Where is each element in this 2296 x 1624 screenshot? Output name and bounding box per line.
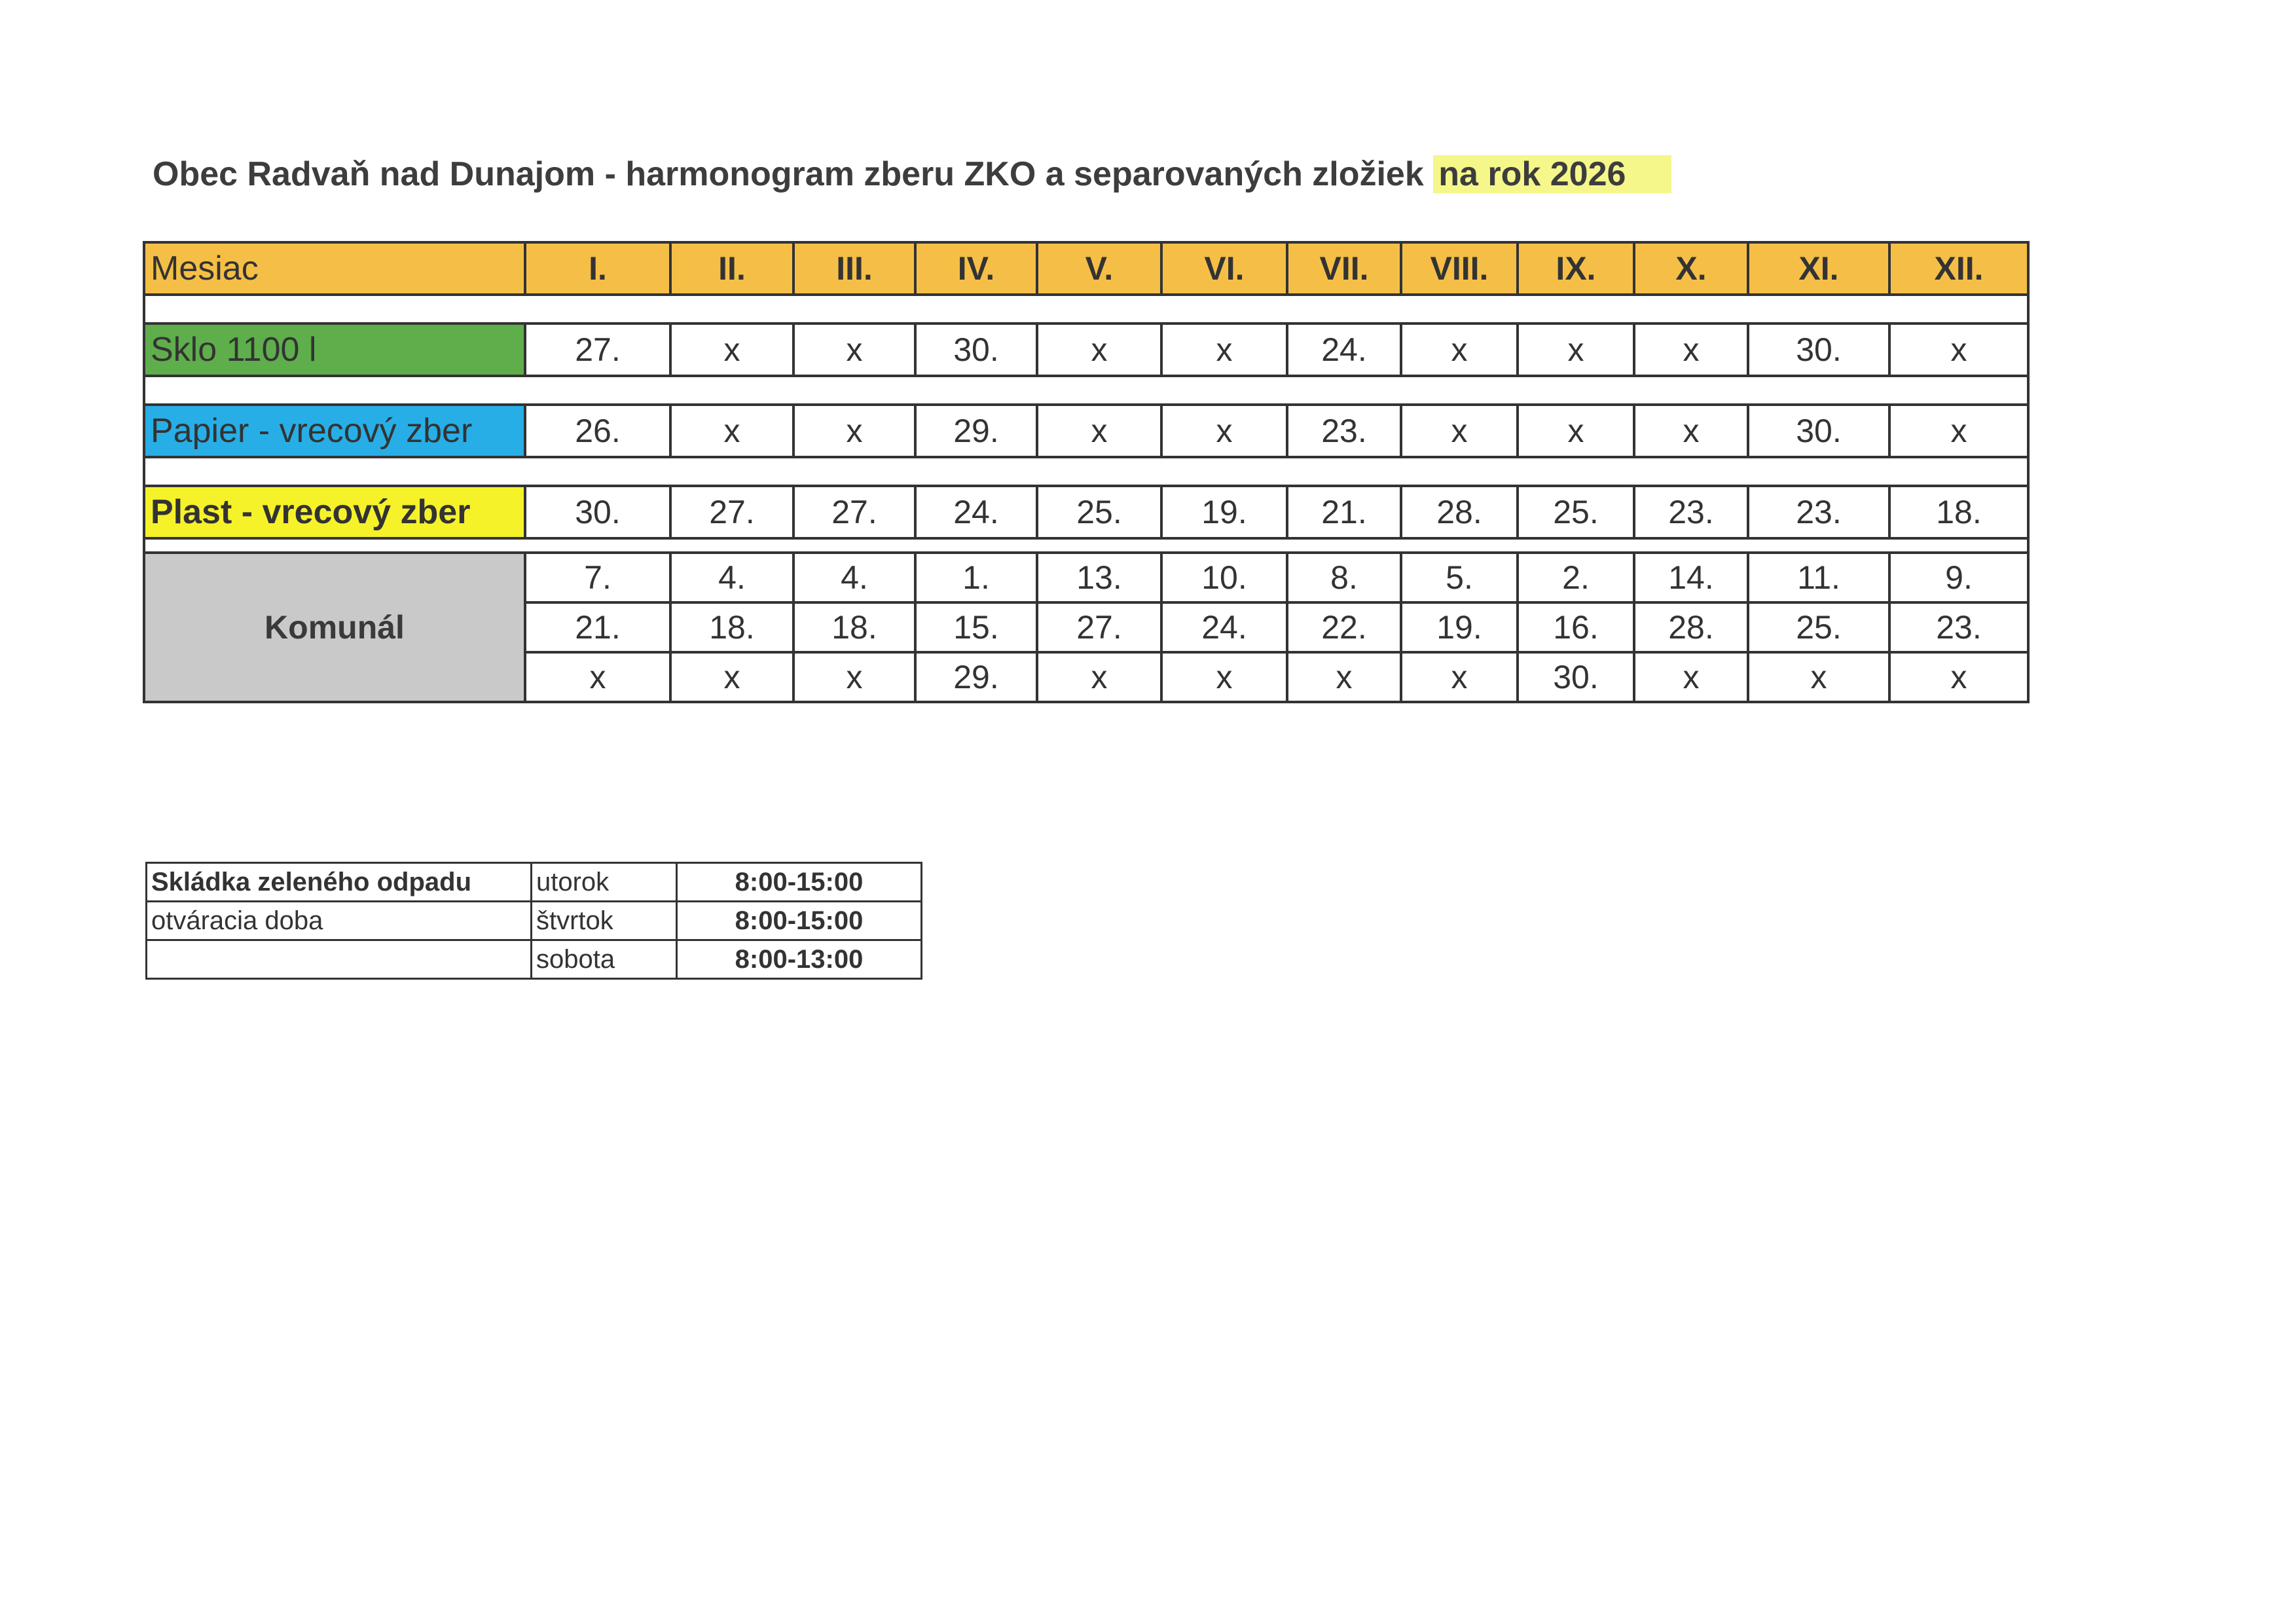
- date-cell: 10.: [1161, 553, 1287, 602]
- date-cell: 28.: [1401, 486, 1518, 538]
- date-cell: x: [1889, 405, 2028, 457]
- title-main: Obec Radvaň nad Dunajom - harmonogram zberu ZKO a separovaných zložiek: [153, 155, 1434, 193]
- date-cell: x: [1037, 323, 1161, 376]
- month-cell: III.: [793, 242, 915, 295]
- month-cell: X.: [1634, 242, 1748, 295]
- date-cell: 7.: [525, 553, 670, 602]
- date-cell: x: [1161, 652, 1287, 702]
- date-cell: 27.: [670, 486, 793, 538]
- date-cell: x: [1889, 323, 2028, 376]
- date-cell: 18.: [1889, 486, 2028, 538]
- date-cell: 2.: [1518, 553, 1634, 602]
- hours-row: [147, 863, 922, 902]
- papier-label: Papier - vrecový zber: [144, 405, 525, 457]
- date-cell: 29.: [915, 652, 1037, 702]
- month-cell: I.: [525, 242, 670, 295]
- date-cell: 28.: [1634, 602, 1748, 652]
- separator-row: [144, 295, 2028, 323]
- date-cell: x: [1401, 323, 1518, 376]
- date-cell: 21.: [1287, 486, 1401, 538]
- header-label: Mesiac: [144, 242, 525, 295]
- date-cell: 21.: [525, 602, 670, 652]
- date-cell: 1.: [915, 553, 1037, 602]
- month-cell: V.: [1037, 242, 1161, 295]
- date-cell: 25.: [1037, 486, 1161, 538]
- date-cell: 30.: [915, 323, 1037, 376]
- date-cell: 23.: [1287, 405, 1401, 457]
- hours-row: [147, 902, 922, 940]
- date-cell: x: [670, 323, 793, 376]
- date-cell: 9.: [1889, 553, 2028, 602]
- hours-time: 8:00-13:00: [677, 940, 922, 979]
- hours-label: Skládka zeleného odpadu: [147, 863, 532, 902]
- hours-row: [147, 940, 922, 979]
- plast-row: [144, 486, 2028, 538]
- title-highlight: na rok 2026: [1433, 155, 1671, 193]
- date-cell: x: [1161, 405, 1287, 457]
- plast-label: Plast - vrecový zber: [144, 486, 525, 538]
- date-cell: x: [793, 652, 915, 702]
- date-cell: 30.: [1748, 405, 1889, 457]
- date-cell: x: [793, 405, 915, 457]
- hours-time: 8:00-15:00: [677, 902, 922, 940]
- month-cell: II.: [670, 242, 793, 295]
- month-cell: VI.: [1161, 242, 1287, 295]
- date-cell: 24.: [1287, 323, 1401, 376]
- date-cell: x: [1161, 323, 1287, 376]
- date-cell: 11.: [1748, 553, 1889, 602]
- papier-row: [144, 405, 2028, 457]
- month-cell: IX.: [1518, 242, 1634, 295]
- date-cell: x: [670, 652, 793, 702]
- date-cell: x: [1889, 652, 2028, 702]
- date-cell: 16.: [1518, 602, 1634, 652]
- date-cell: 13.: [1037, 553, 1161, 602]
- date-cell: x: [1634, 323, 1748, 376]
- date-cell: 14.: [1634, 553, 1748, 602]
- month-cell: XI.: [1748, 242, 1889, 295]
- date-cell: x: [1037, 652, 1161, 702]
- separator-row: [144, 538, 2028, 553]
- date-cell: x: [670, 405, 793, 457]
- date-cell: 8.: [1287, 553, 1401, 602]
- date-cell: x: [1401, 652, 1518, 702]
- date-cell: 23.: [1748, 486, 1889, 538]
- date-cell: 26.: [525, 405, 670, 457]
- date-cell: 24.: [915, 486, 1037, 538]
- komunal-row: [144, 553, 2028, 602]
- date-cell: x: [1518, 323, 1634, 376]
- date-cell: 25.: [1518, 486, 1634, 538]
- month-cell: IV.: [915, 242, 1037, 295]
- date-cell: x: [1634, 652, 1748, 702]
- date-cell: 4.: [670, 553, 793, 602]
- hours-time: 8:00-15:00: [677, 863, 922, 902]
- month-cell: XII.: [1889, 242, 2028, 295]
- date-cell: x: [1748, 652, 1889, 702]
- month-cell: VIII.: [1401, 242, 1518, 295]
- hours-day: sobota: [532, 940, 677, 979]
- month-header-row: [144, 242, 2028, 295]
- date-cell: x: [525, 652, 670, 702]
- date-cell: 24.: [1161, 602, 1287, 652]
- date-cell: x: [1037, 405, 1161, 457]
- collection-schedule-table: [143, 241, 2030, 703]
- date-cell: 4.: [793, 553, 915, 602]
- separator-row: [144, 457, 2028, 486]
- opening-hours-table: [145, 862, 922, 980]
- date-cell: 19.: [1401, 602, 1518, 652]
- date-cell: 27.: [1037, 602, 1161, 652]
- date-cell: 18.: [793, 602, 915, 652]
- separator-row: [144, 376, 2028, 405]
- sklo-row: [144, 323, 2028, 376]
- date-cell: 23.: [1889, 602, 2028, 652]
- hours-day: utorok: [532, 863, 677, 902]
- date-cell: 19.: [1161, 486, 1287, 538]
- date-cell: 22.: [1287, 602, 1401, 652]
- date-cell: 18.: [670, 602, 793, 652]
- page-title: [153, 155, 1671, 194]
- date-cell: x: [793, 323, 915, 376]
- hours-label: [147, 940, 532, 979]
- date-cell: 30.: [1748, 323, 1889, 376]
- sklo-label: Sklo 1100 l: [144, 323, 525, 376]
- date-cell: x: [1518, 405, 1634, 457]
- date-cell: x: [1401, 405, 1518, 457]
- date-cell: x: [1287, 652, 1401, 702]
- date-cell: 30.: [525, 486, 670, 538]
- date-cell: 5.: [1401, 553, 1518, 602]
- hours-label: otváracia doba: [147, 902, 532, 940]
- date-cell: 27.: [525, 323, 670, 376]
- date-cell: 25.: [1748, 602, 1889, 652]
- date-cell: 27.: [793, 486, 915, 538]
- month-cell: VII.: [1287, 242, 1401, 295]
- date-cell: 15.: [915, 602, 1037, 652]
- date-cell: 29.: [915, 405, 1037, 457]
- date-cell: 23.: [1634, 486, 1748, 538]
- hours-day: štvrtok: [532, 902, 677, 940]
- komunal-label: Komunál: [144, 553, 525, 702]
- date-cell: x: [1634, 405, 1748, 457]
- date-cell: 30.: [1518, 652, 1634, 702]
